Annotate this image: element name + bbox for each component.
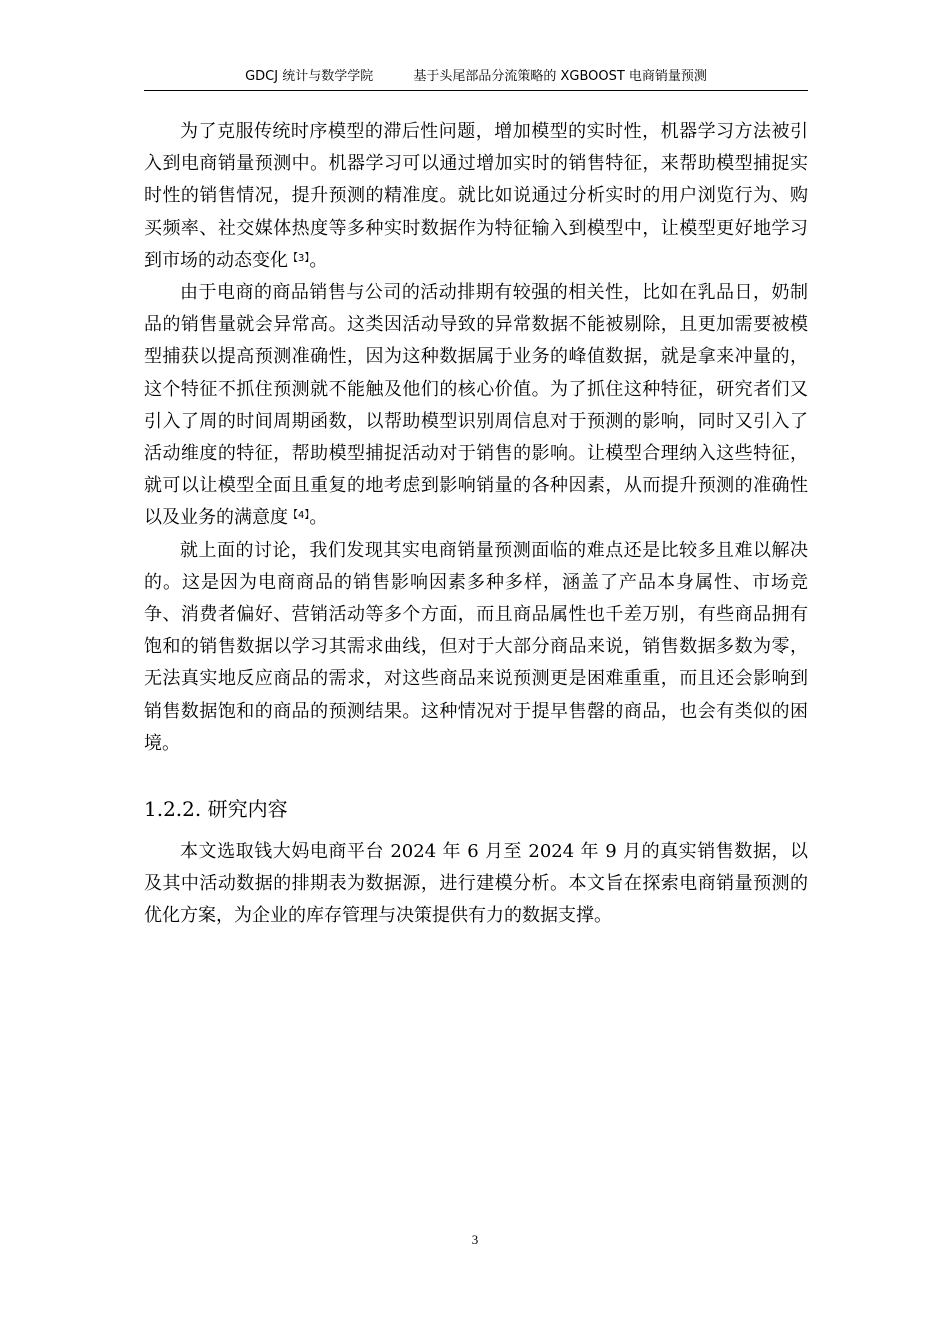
citation-4: 【4】 [288,510,310,522]
paragraph-research-content [144,836,808,933]
header-institution: GDCJ 统计与数学学院 [245,69,374,84]
page-number: 3 [471,1232,479,1247]
paragraph-ml-methods [144,116,808,277]
paragraph-activity-features [144,277,808,535]
section-title: 研究内容 [207,797,288,822]
paragraph-text: 本文选取钱大妈电商平台 2024 年 6 月至 2024 年 9 月的真实销售数据，以及其中活动数据的排期表为数据源，进行建模分析。本文旨在探索电商销量预测的优化方案，为企业的库存管理与决策提供有力的数据支撑。 [144,841,808,927]
header-paper-title: 基于头尾部品分流策略的 XGBOOST 电商销量预测 [413,69,707,84]
paragraph-text: 由于电商的商品销售与公司的活动排期有较强的相关性，比如在乳品日，奶制品的销售量就会异常高。这类因活动导致的异常数据不能被剔除，且更加需要被模型捕获以提高预测准确性，因为这种数据属于业务的峰值数据，就是拿来冲量的，这个特征不抓住预测就不能触及他们的核心价值。为了抓住这种特征，研究者们又引入了周的时间周期函数，以帮助模型识别周信息对于预测的影响，同时又引入了活动维度的特征，帮助模型捕捉活动对于销售的影响。让模型合理纳入这些特征，就可以让模型全面且重复的地考虑到影响销量的各种因素，从而提升预测的准确性以及业务的满意度 [144,282,808,529]
citation-3: 【3】 [288,252,310,264]
page-header [144,68,808,91]
paragraph-difficulties [144,535,808,760]
document-body [144,116,808,933]
paragraph-text: 就上面的讨论，我们发现其实电商销量预测面临的难点还是比较多且难以解决的。这是因为电商商品的销售影响因素多种多样，涵盖了产品本身属性、市场竞争、消费者偏好、营销活动等多个方面，而且商品属性也千差万别，有些商品拥有饱和的销售数据以学习其需求曲线，但对于大部分商品来说，销售数据多数为零，无法真实地反应商品的需求，对这些商品来说预测更是困难重重，而且还会影响到销售数据饱和的商品的预测结果。这种情况对于提早售罄的商品，也会有类似的困境。 [144,539,808,754]
paragraph-end: 。 [309,249,328,271]
paragraph-text: 为了克服传统时序模型的滞后性问题，增加模型的实时性，机器学习方法被引入到电商销量预测中。机器学习可以通过增加实时的销售特征，来帮助模型捕捉实时性的销售情况，提升预测的精准度。就比如说通过分析实时的用户浏览行为、购买频率、社交媒体热度等多种实时数据作为特征输入到模型中，让模型更好地学习到市场的动态变化 [144,121,808,271]
section-heading [144,794,808,824]
section-number: 1.2.2. [144,797,202,822]
paragraph-end: 。 [309,507,328,529]
